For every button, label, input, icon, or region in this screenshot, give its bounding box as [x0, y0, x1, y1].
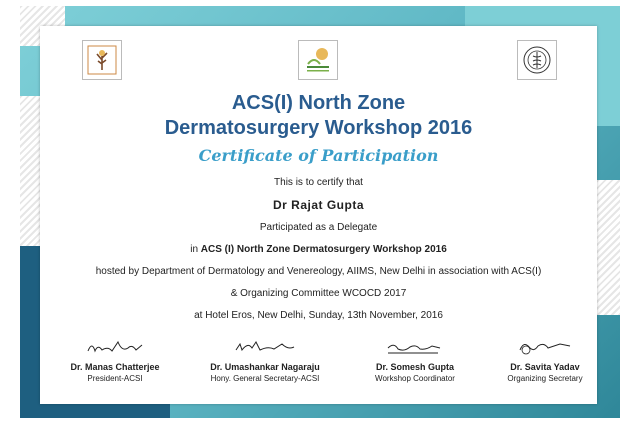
wcocd-emblem-icon — [298, 40, 338, 80]
event-line — [40, 244, 597, 255]
signature-2-icon — [230, 336, 300, 358]
stripe-pattern-right — [597, 180, 620, 315]
signatory-2 — [190, 336, 340, 383]
signatory-1 — [40, 336, 190, 383]
signatory-1-name: Dr. Manas Chatterjee — [70, 362, 160, 372]
signatory-4 — [470, 336, 620, 383]
signatory-2-role: Hony. General Secretary-ACSI — [210, 374, 320, 383]
certificate-title-line2: Dermatosurgery Workshop 2016 — [164, 117, 473, 139]
signatory-3-name: Dr. Somesh Gupta — [375, 362, 455, 372]
hosted-by-text: hosted by Department of Dermatology and Venereology, AIIMS, New Delhi in association with ACS(I) — [95, 266, 542, 277]
signature-4-icon — [510, 336, 580, 358]
event-prefix: in — [190, 244, 201, 255]
venue-text: at Hotel Eros, New Delhi, Sunday, 13th November, 2016 — [194, 310, 443, 321]
certificate-title-line1: ACS(I) North Zone — [231, 92, 406, 114]
recipient-name: Dr Rajat Gupta — [272, 198, 364, 212]
participation-text: Participated as a Delegate — [259, 222, 378, 233]
tree-emblem-icon — [82, 40, 122, 80]
aiims-caduceus-emblem-icon — [517, 40, 557, 80]
signatory-4-role: Organizing Secretary — [507, 374, 583, 383]
signatory-3 — [340, 336, 490, 383]
certificate-subtitle: Certificate of Participation — [198, 146, 439, 165]
committee-text: & Organizing Committee WCOCD 2017 — [230, 288, 407, 299]
signature-3-icon — [380, 336, 450, 358]
certify-text: This is to certify that — [274, 177, 363, 188]
signatory-2-name: Dr. Umashankar Nagaraju — [210, 362, 320, 372]
signatory-4-name: Dr. Savita Yadav — [510, 362, 580, 372]
signatory-1-role: President-ACSI — [87, 374, 143, 383]
event-name: ACS (I) North Zone Dermatosurgery Workshop 2016 — [200, 244, 447, 255]
signature-1-icon — [80, 336, 150, 358]
signatory-3-role: Workshop Coordinator — [375, 374, 455, 383]
stripe-pattern-left — [20, 96, 40, 246]
